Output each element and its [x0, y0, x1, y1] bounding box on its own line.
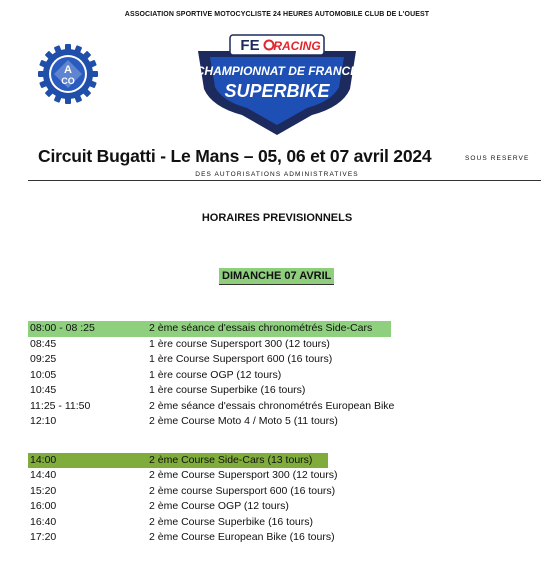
schedule-row [28, 368, 391, 384]
fe-logo-line1: CHAMPIONNAT DE FRANCE [195, 64, 359, 78]
schedule-row [28, 530, 391, 546]
fe-logo-brand: FE [240, 37, 260, 54]
schedule-row [28, 383, 391, 399]
schedule-event: 2 ème Course Superbike (16 tours) [149, 515, 313, 528]
schedule-row [28, 414, 391, 430]
schedule-time: 15:20 [30, 484, 57, 497]
schedule-event: 2 ème Course Moto 4 / Moto 5 (11 tours) [149, 415, 338, 427]
schedule-event: 1 ère course OGP (12 tours) [149, 368, 282, 381]
schedule-time: 12:10 [30, 415, 57, 427]
schedule-event: 2 ème Course Supersport 300 (12 tours) [149, 469, 338, 481]
schedule-row [28, 337, 391, 353]
schedule-row-highlight [28, 453, 328, 469]
schedule-time: 08:00 - 08 :25 [30, 322, 95, 334]
reserve-note-line1: SOUS RESERVE [465, 155, 530, 162]
fe-logo-racing: RACING [273, 39, 321, 53]
schedule-event: 2 ème Course Side-Cars (13 tours) [149, 453, 313, 466]
schedule-event: 2 ème Course OGP (12 tours) [149, 500, 289, 512]
schedule-time: 16:40 [30, 515, 57, 528]
schedule-time: 10:05 [30, 368, 57, 381]
association-header: ASSOCIATION SPORTIVE MOTOCYCLISTE 24 HEURES AUTOMOBILE CLUB DE L'OUEST [124, 11, 430, 18]
schedule-row [28, 484, 391, 500]
reserve-note-line2: DES AUTORISATIONS ADMINISTRATIVES [195, 171, 359, 178]
schedule-time: 08:45 [30, 337, 57, 350]
schedule-time: 17:20 [30, 531, 57, 543]
schedule-time: 10:45 [30, 384, 57, 396]
fe-logo-line2: SUPERBIKE [224, 81, 330, 101]
schedule-row [28, 515, 391, 531]
schedule-event: 1 ère course Superbike (16 tours) [149, 384, 306, 396]
aco-logo-text-co: CO [61, 76, 75, 86]
schedule-row-highlight [28, 321, 391, 337]
aco-gear-logo-icon [38, 44, 98, 104]
schedule-time: 14:00 [30, 453, 57, 466]
schedule-table [28, 321, 395, 546]
aco-logo-text-a: A [64, 64, 72, 76]
section-title: HORAIRES PREVISIONNELS [201, 212, 353, 224]
schedule-event: 2 ème course Supersport 600 (16 tours) [149, 484, 336, 497]
schedule-time: 09:25 [30, 353, 57, 365]
schedule-row [28, 399, 395, 415]
schedule-time: 11:25 - 11:50 [30, 399, 91, 412]
header-divider [28, 180, 541, 181]
schedule-event: 2 ème séance d'essais chronométrés Side-Cars [149, 322, 373, 334]
superbike-shield-logo-icon [192, 33, 362, 137]
schedule-time: 14:40 [30, 469, 57, 481]
schedule-row [28, 499, 391, 515]
schedule-time: 16:00 [30, 500, 57, 512]
schedule-event: 1 ère course Supersport 300 (12 tours) [149, 337, 330, 350]
schedule-event: 2 ème Course European Bike (16 tours) [149, 531, 335, 543]
schedule-event: 1 ère Course Supersport 600 (16 tours) [149, 353, 333, 365]
schedule-row [28, 468, 391, 484]
circuit-title: Circuit Bugatti - Le Mans – 05, 06 et 07 avril 2024 [38, 146, 432, 166]
schedule-event: 2 ème séance d'essais chronométrés European Bike [149, 399, 395, 412]
day-label: DIMANCHE 07 AVRIL [219, 268, 334, 285]
schedule-gap [28, 430, 391, 453]
schedule-row [28, 352, 391, 368]
